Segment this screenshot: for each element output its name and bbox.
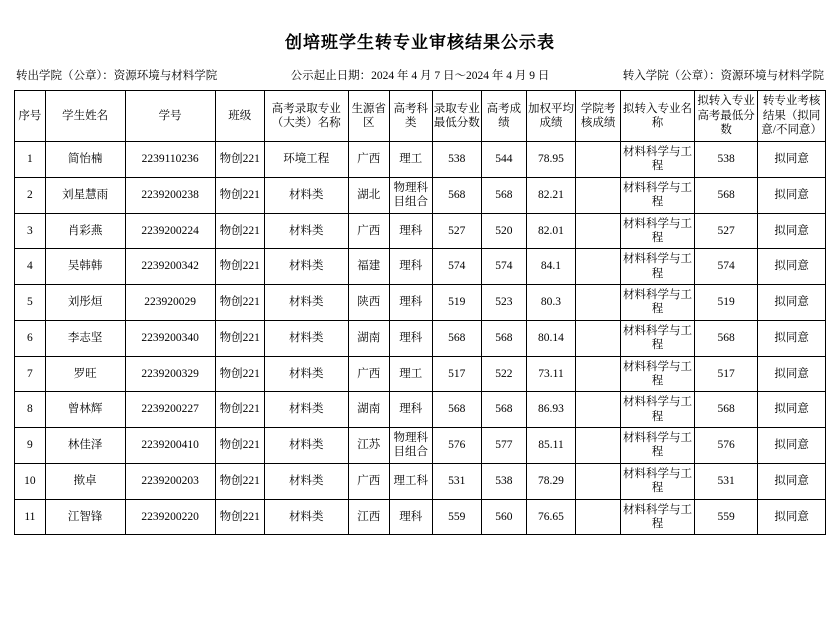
cell-gaokao-score: 568 bbox=[481, 320, 526, 356]
meta-transfer-out-college: 转出学院（公章）：资源环境与材料学院 bbox=[16, 70, 218, 82]
cell-weighted-average: 78.29 bbox=[526, 463, 575, 499]
cell-weighted-average: 82.01 bbox=[526, 213, 575, 249]
cell-target-major: 材料科学与工程 bbox=[621, 285, 695, 321]
cell-weighted-average: 73.11 bbox=[526, 356, 575, 392]
cell-subject-category: 理科 bbox=[389, 392, 432, 428]
column-header-gaokao-score: 高考成绩 bbox=[481, 91, 526, 142]
cell-target-major: 材料科学与工程 bbox=[621, 320, 695, 356]
cell-weighted-average: 76.65 bbox=[526, 499, 575, 535]
cell-admitted-major: 材料类 bbox=[264, 463, 348, 499]
cell-subject-category: 物理科目组合 bbox=[389, 428, 432, 464]
column-header-target-major: 拟转入专业名称 bbox=[621, 91, 695, 142]
cell-gaokao-score: 520 bbox=[481, 213, 526, 249]
cell-gaokao-score: 568 bbox=[481, 392, 526, 428]
cell-college-assessment bbox=[576, 285, 621, 321]
meta-publicity-period: 公示起止日期：2024 年 4 月 7 日～2024 年 4 月 9 日 bbox=[290, 70, 550, 82]
cell-student-id: 2239200410 bbox=[125, 428, 215, 464]
cell-province: 广西 bbox=[348, 213, 389, 249]
cell-student-name: 吴韩韩 bbox=[45, 249, 125, 285]
cell-college-assessment bbox=[576, 320, 621, 356]
cell-no: 8 bbox=[15, 392, 46, 428]
column-header-result: 转专业考核结果（拟同意/不同意） bbox=[758, 91, 826, 142]
cell-major-min-score: 517 bbox=[432, 356, 481, 392]
cell-student-name: 肖彩燕 bbox=[45, 213, 125, 249]
cell-no: 3 bbox=[15, 213, 46, 249]
cell-major-min-score: 568 bbox=[432, 177, 481, 213]
column-header-student-name: 学生姓名 bbox=[45, 91, 125, 142]
cell-admitted-major: 材料类 bbox=[264, 249, 348, 285]
cell-subject-category: 理工 bbox=[389, 356, 432, 392]
table-row bbox=[15, 249, 826, 285]
cell-class: 物创221 bbox=[215, 392, 264, 428]
page-title: 创培班学生转专业审核结果公示表 bbox=[285, 33, 555, 52]
cell-admitted-major: 材料类 bbox=[264, 213, 348, 249]
cell-weighted-average: 86.93 bbox=[526, 392, 575, 428]
column-header-subject-category: 高考科类 bbox=[389, 91, 432, 142]
cell-no: 10 bbox=[15, 463, 46, 499]
cell-result: 拟同意 bbox=[758, 177, 826, 213]
cell-subject-category: 理工 bbox=[389, 142, 432, 178]
cell-target-major: 材料科学与工程 bbox=[621, 428, 695, 464]
cell-weighted-average: 78.95 bbox=[526, 142, 575, 178]
cell-weighted-average: 82.21 bbox=[526, 177, 575, 213]
cell-class: 物创221 bbox=[215, 463, 264, 499]
cell-province: 湖北 bbox=[348, 177, 389, 213]
cell-province: 广西 bbox=[348, 356, 389, 392]
table-row bbox=[15, 392, 826, 428]
cell-target-major-min-score: 568 bbox=[694, 392, 757, 428]
cell-no: 9 bbox=[15, 428, 46, 464]
cell-student-name: 简怡楠 bbox=[45, 142, 125, 178]
cell-weighted-average: 84.1 bbox=[526, 249, 575, 285]
cell-college-assessment bbox=[576, 177, 621, 213]
cell-student-id: 223920029 bbox=[125, 285, 215, 321]
cell-province: 江苏 bbox=[348, 428, 389, 464]
cell-major-min-score: 527 bbox=[432, 213, 481, 249]
table-header-row bbox=[15, 91, 826, 142]
cell-major-min-score: 574 bbox=[432, 249, 481, 285]
column-header-student-id: 学号 bbox=[125, 91, 215, 142]
cell-weighted-average: 80.14 bbox=[526, 320, 575, 356]
cell-major-min-score: 538 bbox=[432, 142, 481, 178]
table-row bbox=[15, 499, 826, 535]
cell-weighted-average: 80.3 bbox=[526, 285, 575, 321]
cell-student-name: 江智锋 bbox=[45, 499, 125, 535]
table-row bbox=[15, 356, 826, 392]
cell-class: 物创221 bbox=[215, 285, 264, 321]
cell-student-name: 罗旺 bbox=[45, 356, 125, 392]
document-meta bbox=[14, 67, 826, 90]
cell-target-major: 材料科学与工程 bbox=[621, 463, 695, 499]
cell-admitted-major: 材料类 bbox=[264, 320, 348, 356]
cell-student-name: 曾林辉 bbox=[45, 392, 125, 428]
cell-student-id: 2239200220 bbox=[125, 499, 215, 535]
cell-target-major: 材料科学与工程 bbox=[621, 213, 695, 249]
table-body bbox=[15, 142, 826, 535]
cell-subject-category: 理科 bbox=[389, 249, 432, 285]
cell-class: 物创221 bbox=[215, 428, 264, 464]
cell-college-assessment bbox=[576, 142, 621, 178]
cell-class: 物创221 bbox=[215, 356, 264, 392]
column-header-weighted-average: 加权平均成绩 bbox=[526, 91, 575, 142]
cell-province: 广西 bbox=[348, 142, 389, 178]
cell-gaokao-score: 568 bbox=[481, 177, 526, 213]
cell-major-min-score: 568 bbox=[432, 392, 481, 428]
cell-gaokao-score: 577 bbox=[481, 428, 526, 464]
cell-result: 拟同意 bbox=[758, 320, 826, 356]
cell-weighted-average: 85.11 bbox=[526, 428, 575, 464]
cell-target-major: 材料科学与工程 bbox=[621, 177, 695, 213]
cell-student-name: 揿卓 bbox=[45, 463, 125, 499]
cell-admitted-major: 材料类 bbox=[264, 392, 348, 428]
cell-student-id: 2239200342 bbox=[125, 249, 215, 285]
cell-college-assessment bbox=[576, 392, 621, 428]
cell-subject-category: 理科 bbox=[389, 320, 432, 356]
cell-student-id: 2239200203 bbox=[125, 463, 215, 499]
cell-major-min-score: 559 bbox=[432, 499, 481, 535]
cell-college-assessment bbox=[576, 213, 621, 249]
cell-result: 拟同意 bbox=[758, 499, 826, 535]
meta-transfer-in-college: 转入学院（公章）：资源环境与材料学院 bbox=[622, 70, 824, 82]
table-row bbox=[15, 428, 826, 464]
cell-result: 拟同意 bbox=[758, 142, 826, 178]
cell-province: 湖南 bbox=[348, 320, 389, 356]
cell-class: 物创221 bbox=[215, 320, 264, 356]
cell-result: 拟同意 bbox=[758, 285, 826, 321]
cell-class: 物创221 bbox=[215, 249, 264, 285]
cell-province: 江西 bbox=[348, 499, 389, 535]
cell-target-major-min-score: 568 bbox=[694, 320, 757, 356]
cell-gaokao-score: 560 bbox=[481, 499, 526, 535]
cell-gaokao-score: 574 bbox=[481, 249, 526, 285]
column-header-college-assessment: 学院考核成绩 bbox=[576, 91, 621, 142]
cell-no: 7 bbox=[15, 356, 46, 392]
cell-student-id: 2239200340 bbox=[125, 320, 215, 356]
cell-target-major-min-score: 576 bbox=[694, 428, 757, 464]
cell-province: 湖南 bbox=[348, 392, 389, 428]
cell-major-min-score: 576 bbox=[432, 428, 481, 464]
cell-target-major: 材料科学与工程 bbox=[621, 249, 695, 285]
cell-college-assessment bbox=[576, 428, 621, 464]
cell-no: 1 bbox=[15, 142, 46, 178]
cell-no: 4 bbox=[15, 249, 46, 285]
cell-target-major-min-score: 559 bbox=[694, 499, 757, 535]
cell-admitted-major: 材料类 bbox=[264, 428, 348, 464]
cell-major-min-score: 531 bbox=[432, 463, 481, 499]
cell-student-name: 李志坚 bbox=[45, 320, 125, 356]
cell-target-major: 材料科学与工程 bbox=[621, 142, 695, 178]
cell-admitted-major: 材料类 bbox=[264, 499, 348, 535]
cell-result: 拟同意 bbox=[758, 392, 826, 428]
cell-admitted-major: 材料类 bbox=[264, 177, 348, 213]
cell-subject-category: 理科 bbox=[389, 285, 432, 321]
cell-target-major: 材料科学与工程 bbox=[621, 356, 695, 392]
cell-admitted-major: 材料类 bbox=[264, 356, 348, 392]
cell-student-id: 2239200329 bbox=[125, 356, 215, 392]
results-table bbox=[14, 90, 826, 535]
cell-student-name: 刘星慧雨 bbox=[45, 177, 125, 213]
cell-target-major-min-score: 519 bbox=[694, 285, 757, 321]
cell-student-name: 刘彤烜 bbox=[45, 285, 125, 321]
cell-admitted-major: 环境工程 bbox=[264, 142, 348, 178]
cell-target-major-min-score: 531 bbox=[694, 463, 757, 499]
cell-gaokao-score: 523 bbox=[481, 285, 526, 321]
column-header-target-major-min-score: 拟转入专业高考最低分数 bbox=[694, 91, 757, 142]
cell-target-major: 材料科学与工程 bbox=[621, 499, 695, 535]
cell-student-id: 2239200224 bbox=[125, 213, 215, 249]
cell-province: 广西 bbox=[348, 463, 389, 499]
cell-no: 6 bbox=[15, 320, 46, 356]
cell-college-assessment bbox=[576, 499, 621, 535]
table-row bbox=[15, 320, 826, 356]
table-row bbox=[15, 177, 826, 213]
cell-subject-category: 理科 bbox=[389, 499, 432, 535]
cell-subject-category: 理科 bbox=[389, 213, 432, 249]
cell-major-min-score: 519 bbox=[432, 285, 481, 321]
column-header-no: 序号 bbox=[15, 91, 46, 142]
cell-target-major: 材料科学与工程 bbox=[621, 392, 695, 428]
table-row bbox=[15, 285, 826, 321]
cell-province: 陕西 bbox=[348, 285, 389, 321]
cell-result: 拟同意 bbox=[758, 428, 826, 464]
cell-result: 拟同意 bbox=[758, 463, 826, 499]
cell-student-id: 2239110236 bbox=[125, 142, 215, 178]
column-header-province: 生源省区 bbox=[348, 91, 389, 142]
cell-college-assessment bbox=[576, 249, 621, 285]
cell-college-assessment bbox=[576, 356, 621, 392]
cell-admitted-major: 材料类 bbox=[264, 285, 348, 321]
cell-major-min-score: 568 bbox=[432, 320, 481, 356]
column-header-class: 班级 bbox=[215, 91, 264, 142]
cell-gaokao-score: 522 bbox=[481, 356, 526, 392]
cell-class: 物创221 bbox=[215, 177, 264, 213]
cell-result: 拟同意 bbox=[758, 213, 826, 249]
cell-result: 拟同意 bbox=[758, 356, 826, 392]
cell-gaokao-score: 544 bbox=[481, 142, 526, 178]
cell-no: 5 bbox=[15, 285, 46, 321]
cell-class: 物创221 bbox=[215, 499, 264, 535]
table-row bbox=[15, 213, 826, 249]
column-header-admitted-major: 高考录取专业（大类）名称 bbox=[264, 91, 348, 142]
column-header-major-min-score: 录取专业最低分数 bbox=[432, 91, 481, 142]
table-row bbox=[15, 142, 826, 178]
cell-result: 拟同意 bbox=[758, 249, 826, 285]
cell-target-major-min-score: 517 bbox=[694, 356, 757, 392]
cell-student-name: 林佳泽 bbox=[45, 428, 125, 464]
cell-no: 2 bbox=[15, 177, 46, 213]
cell-student-id: 2239200238 bbox=[125, 177, 215, 213]
cell-province: 福建 bbox=[348, 249, 389, 285]
cell-target-major-min-score: 527 bbox=[694, 213, 757, 249]
cell-subject-category: 理工科 bbox=[389, 463, 432, 499]
cell-target-major-min-score: 574 bbox=[694, 249, 757, 285]
cell-no: 11 bbox=[15, 499, 46, 535]
cell-target-major-min-score: 538 bbox=[694, 142, 757, 178]
cell-class: 物创221 bbox=[215, 213, 264, 249]
cell-subject-category: 物理科目组合 bbox=[389, 177, 432, 213]
cell-college-assessment bbox=[576, 463, 621, 499]
cell-target-major-min-score: 568 bbox=[694, 177, 757, 213]
table-row bbox=[15, 463, 826, 499]
cell-gaokao-score: 538 bbox=[481, 463, 526, 499]
cell-class: 物创221 bbox=[215, 142, 264, 178]
cell-student-id: 2239200227 bbox=[125, 392, 215, 428]
